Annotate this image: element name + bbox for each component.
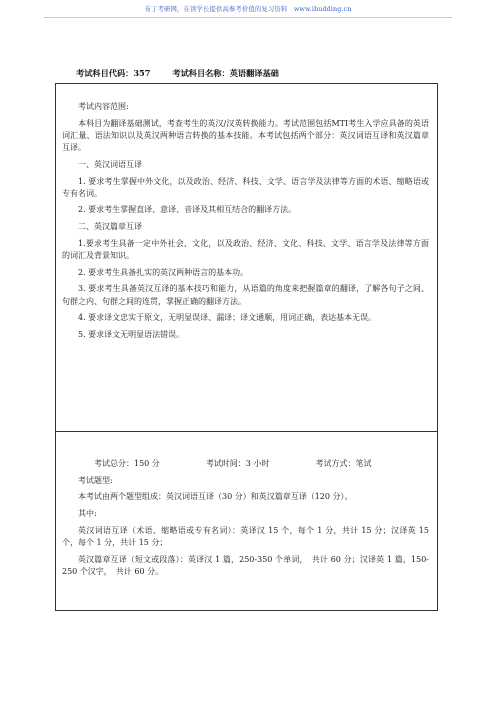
scope-intro: 本科目为翻译基础测试，考查考生的英汉/汉英转换能力。考试范围包括MTI考生入学应具备的英语词汇量、语法知识以及英汉两种语言转换的基本技能。本考试包括两个部分：英汉词语互译和英汉篇章互译。 [62,118,429,153]
passage-translation-detail: 英汉篇章互译（短文或段落）：英译汉 1 篇，250-350 个单词， 共计 60 分；汉译英 1 篇，150-250 个汉字， 共计 60 分。 [62,554,429,576]
page-header-watermark: 布丁考研网，在读学长提供高参考价值的复习资料 www.ibudding.cn [144,5,352,13]
section1-item-1: 1. 要求考生掌握中外文化，以及政治、经济、科技、文学、语言学及法律等方面的术语、缩略语或专有名词。 [62,176,429,198]
scope-section-box [55,83,438,432]
types-description: 本考试由两个题型组成：英汉词语互译（30 分）和英汉篇章互译（120 分）。 [78,492,353,502]
subject-name: 考试科目名称：英语翻译基础 [172,68,279,78]
exam-title-line [76,68,279,79]
section2-item-2: 2. 要求考生具备扎实的英汉两种语言的基本功。 [78,267,249,277]
term-translation-detail: 英汉词语互译（术语、缩略语或专有名词）：英译汉 15 个，每个 1 分，共计 15 分；汉译英 15 个，每个 1 分，共计 15 分； [62,525,429,548]
exam-mode: 考试方式：笔试 [315,459,372,468]
among-label: 其中: [78,509,97,519]
exam-time: 考试时间：3 小时 [205,459,270,468]
exam-stats-line [62,458,429,470]
section2-title: 二、英汉篇章互译 [78,222,142,232]
section1-title: 一、英汉词语互译 [78,159,142,169]
subject-code: 考试科目代码：357 [76,68,151,78]
exam-format-box [55,431,438,611]
total-score: 考试总分：150 分 [94,459,160,468]
types-heading: 考试题型: [78,475,113,485]
section2-item-4: 4. 要求译文忠实于原文，无明显误译、漏译；译文通顺，用词正确，表达基本无误。 [78,313,377,323]
scope-heading: 考试内容范围: [78,102,129,111]
header-divider [44,17,452,18]
section2-item-3: 3. 要求考生具备英汉互译的基本技巧和能力，从语篇的角度来把握篇章的翻译，了解各句子之间、句群之内、句群之间的连贯，掌握正确的翻译方法。 [62,284,429,306]
section2-item-5: 5. 要求译文无明显语法错误。 [78,330,185,340]
section2-item-1: 1.要求考生具备一定中外社会、文化，以及政治、经济、文化、科技、文学、语言学及法律等方面的词汇及背景知识。 [62,238,429,261]
section1-item-2: 2. 要求考生掌握直译、意译、音译及其相互结合的翻译方法。 [78,205,297,215]
